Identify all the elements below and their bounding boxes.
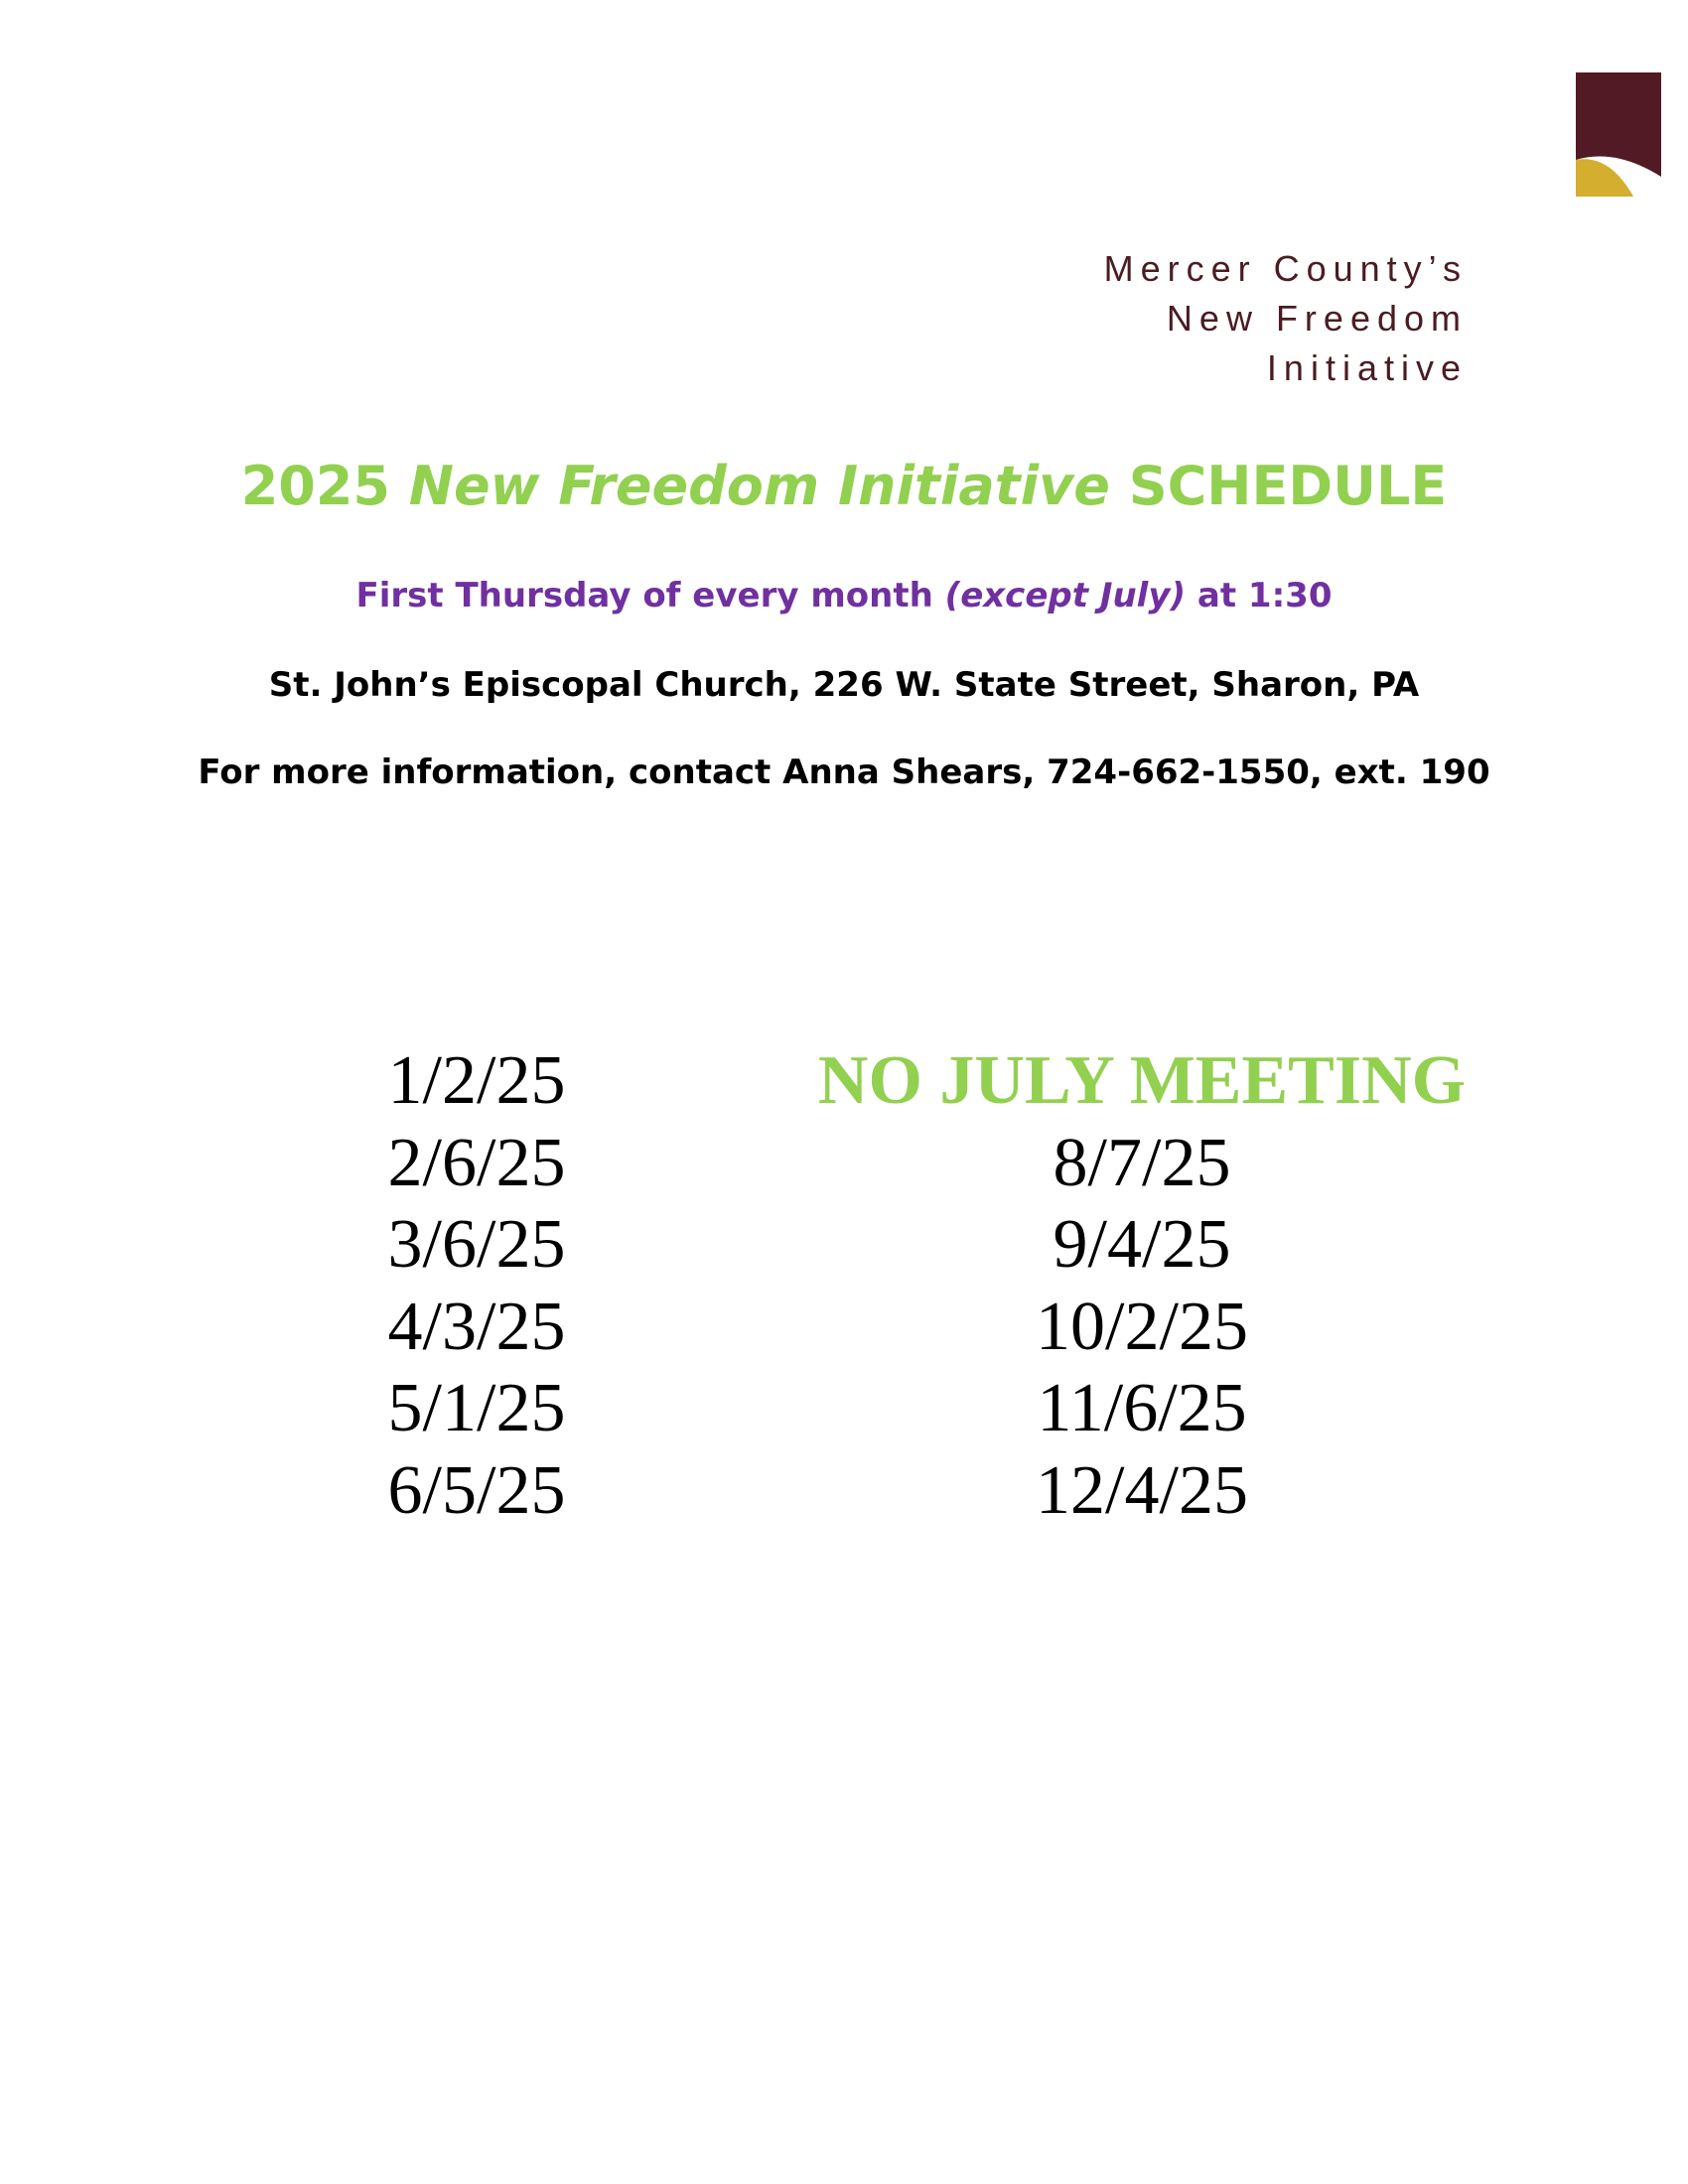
schedule-left-column	[328, 1040, 626, 1532]
arc-logo-icon	[1576, 72, 1661, 197]
org-name	[1104, 244, 1468, 393]
contact-info: For more information, contact Anna Shears, 724-662-1550, ext. 190	[198, 752, 1490, 792]
title-suffix: SCHEDULE	[1128, 455, 1448, 517]
frequency-lead: First Thursday of every month	[355, 576, 933, 615]
schedule-right-column	[774, 1040, 1509, 1532]
page-title	[0, 455, 1688, 517]
meeting-date: 10/2/25	[1036, 1288, 1248, 1365]
meeting-date: 4/3/25	[387, 1288, 566, 1365]
meeting-date: 8/7/25	[1053, 1124, 1231, 1201]
meeting-location: St. John’s Episcopal Church, 226 W. State Street, Sharon, PA	[268, 665, 1420, 705]
meeting-date: 9/4/25	[1053, 1206, 1231, 1283]
title-program-name: New Freedom Initiative	[408, 455, 1110, 517]
meeting-date: 2/6/25	[387, 1124, 566, 1201]
meeting-date: 1/2/25	[387, 1042, 566, 1119]
meeting-frequency	[0, 576, 1688, 615]
no-july-meeting-note: NO JULY MEETING	[817, 1042, 1467, 1119]
frequency-time: at 1:30	[1196, 576, 1333, 615]
org-name-line-2: New Freedom	[1166, 298, 1468, 339]
org-name-line-3: Initiative	[1266, 347, 1468, 388]
meeting-date: 11/6/25	[1037, 1370, 1247, 1446]
org-name-line-1: Mercer County’s	[1103, 248, 1468, 289]
meeting-date: 3/6/25	[387, 1206, 566, 1283]
meeting-date: 5/1/25	[387, 1370, 566, 1446]
meeting-date: 6/5/25	[387, 1451, 566, 1529]
meeting-date: 12/4/25	[1036, 1451, 1248, 1529]
title-year: 2025	[240, 455, 390, 517]
frequency-exception: (except July)	[944, 576, 1187, 615]
